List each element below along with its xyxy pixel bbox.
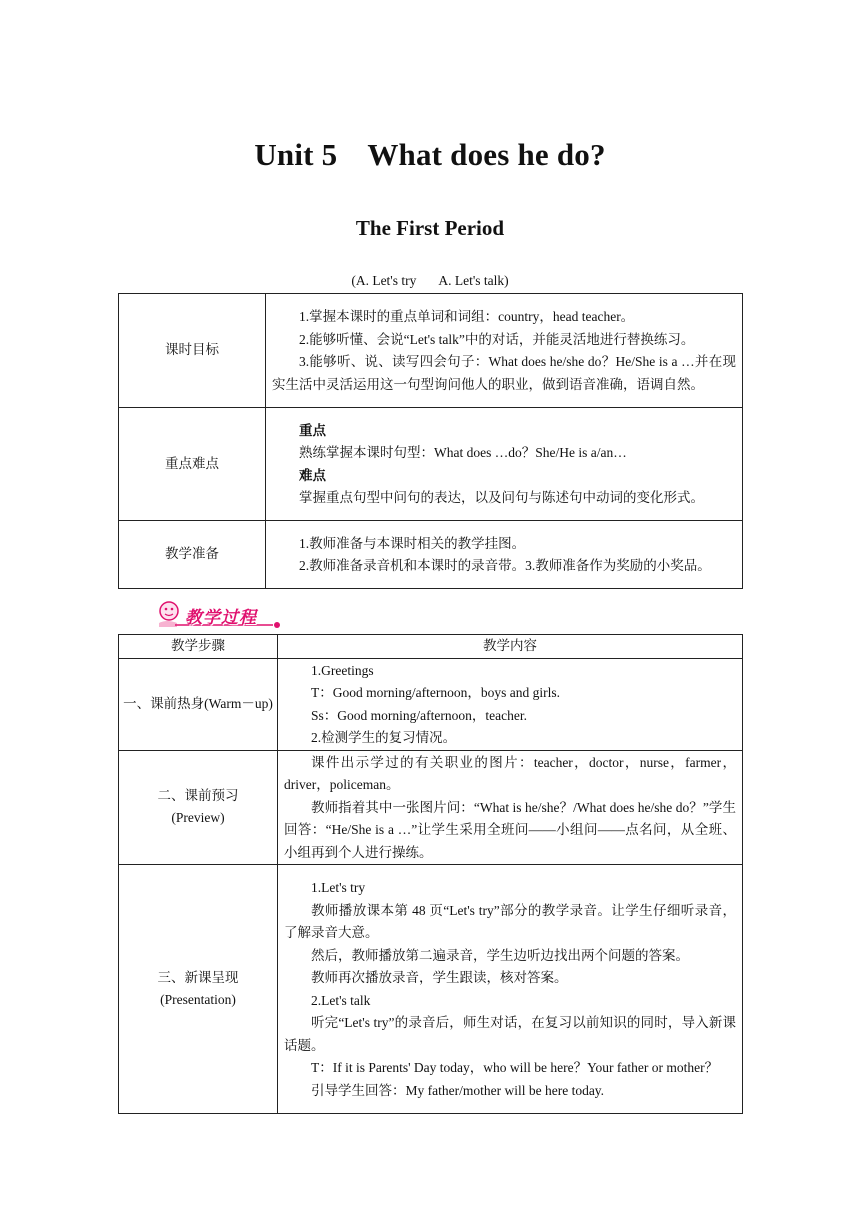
row-label: 课时目标: [119, 294, 266, 408]
table-row: [119, 521, 743, 589]
content-line: Ss：Good morning/afternoon，teacher.: [311, 707, 527, 723]
step-label-en: (Presentation): [160, 992, 236, 1007]
content-line: 1.Let's try: [311, 880, 366, 895]
content-line: 1.Greetings: [311, 662, 374, 678]
step-label: [119, 865, 278, 1114]
content-heading: 重点: [299, 422, 326, 438]
step-label-cn: 二、课前预习: [157, 787, 239, 803]
table-row: [119, 750, 743, 865]
table-row: [119, 408, 743, 521]
step-label: [119, 750, 278, 865]
content-line: 2.教师准备录音机和本课时的录音带。3.教师准备作为奖励的小奖品。: [299, 558, 711, 573]
content-line: 教师播放课本第 48 页“Let's try”部分的教学录音。让学生仔细听录音，了解录音大意。: [284, 902, 736, 940]
row-content: [266, 408, 743, 521]
step-label: 一、课前热身(Warm－up): [119, 658, 278, 750]
process-table: [118, 634, 743, 1114]
content-line: 然后，教师播放第二遍录音，学生边听边找出两个问题的答案。: [311, 947, 689, 963]
subtitle-part-a: (A. Let's try: [351, 273, 417, 288]
content-line: T：If it is Parents' Day today，who will be here？Your father or mother？: [311, 1060, 719, 1075]
step-content: [278, 865, 743, 1114]
banner-label: 教学过程: [185, 608, 257, 627]
content-line: 熟练掌握本课时句型：What does …do？She/He is a/an…: [299, 445, 627, 460]
unit-question: What does he do?: [367, 137, 606, 172]
content-line: 引导学生回答：My father/mother will be here today.: [311, 1082, 605, 1098]
row-label: 教学准备: [119, 521, 266, 589]
table-row: [119, 294, 743, 408]
table-row: [119, 865, 743, 1114]
step-content: [278, 658, 743, 750]
content-heading: 难点: [299, 467, 326, 483]
unit-title: [0, 137, 860, 173]
content-line: 1.教师准备与本课时相关的教学挂图。: [299, 535, 526, 551]
overview-table: [118, 293, 743, 589]
column-header: 教学步骤: [119, 635, 278, 659]
content-line: 2.能够听懂、会说“Let's talk”中的对话，并能灵活地进行替换练习。: [299, 331, 695, 347]
content-line: 教师指着其中一张图片问：“What is he/she？/What does he/she do？”学生回答：“He/She is a …”让学生采用全班问——小组问——点名问，从全班、小组再到个人进行操练。: [284, 799, 736, 860]
content-line: 2.Let's talk: [311, 992, 371, 1008]
content-line: T：Good morning/afternoon，boys and girls.: [311, 685, 560, 700]
step-label-cn: 三、新课呈现: [157, 969, 239, 985]
step-label-en: (Preview): [171, 810, 225, 826]
table-row: [119, 658, 743, 750]
content-line: 掌握重点句型中问句的表达，以及问句与陈述句中动词的变化形式。: [299, 490, 704, 505]
content-line: 1.掌握本课时的重点单词和词组：country，head teacher。: [299, 309, 635, 324]
subtitle-part-b: A. Let's talk): [438, 273, 509, 288]
period-title: The First Period: [355, 216, 505, 240]
table-header-row: [119, 635, 743, 659]
content-line: 听完“Let's try”的录音后，师生对话，在复习以前知识的同时，导入新课话题。: [284, 1015, 736, 1053]
content-line: 3.能够听、说、读写四会句子：What does he/she do？He/She is a …并在现实生活中灵活运用这一句型询问他人的职业，做到语音准确，语调自然。: [272, 354, 736, 392]
lesson-subtitle: [0, 273, 860, 289]
column-header: 教学内容: [278, 635, 743, 659]
content-line: 教师再次播放录音，学生跟读，核对答案。: [311, 970, 568, 985]
row-content: [266, 521, 743, 589]
row-content: [266, 294, 743, 408]
row-label: 重点难点: [119, 408, 266, 521]
step-content: [278, 750, 743, 865]
content-line: 课件出示学过的有关职业的图片：teacher，doctor，nurse，farmer，driver，policeman。: [284, 754, 736, 792]
unit-number: Unit 5: [254, 137, 338, 172]
content-line: 2.检测学生的复习情况。: [311, 730, 457, 745]
teaching-process-banner: [155, 597, 285, 631]
